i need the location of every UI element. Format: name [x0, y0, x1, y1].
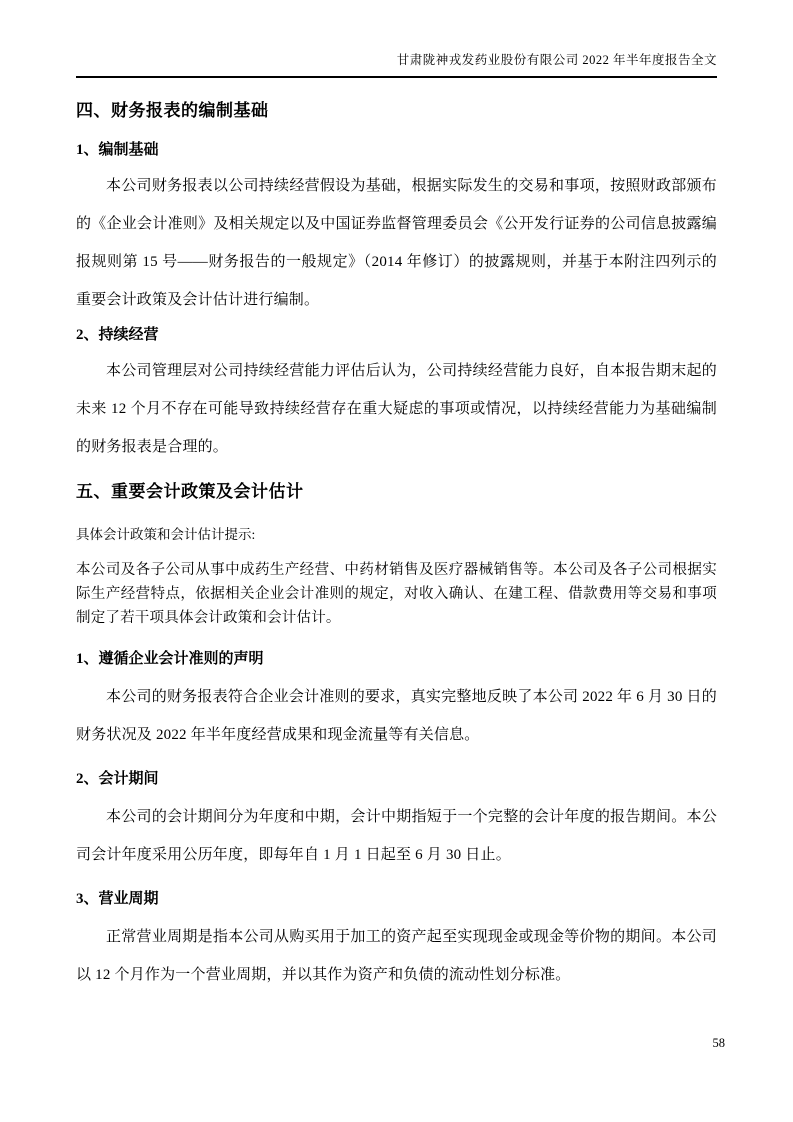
paragraph-compliance-statement: 本公司的财务报表符合企业会计准则的要求，真实完整地反映了本公司 2022 年 6 月 30 日的财务状况及 2022 年半年度经营成果和现金流量等有关信息。 — [76, 689, 717, 743]
section-heading-4-basis-of-preparation: 四、财务报表的编制基础 — [76, 101, 269, 120]
section-heading-5-accounting-policies: 五、重要会计政策及会计估计 — [76, 482, 304, 501]
paragraph-preparation-basis: 本公司财务报表以公司持续经营假设为基础，根据实际发生的交易和事项，按照财政部颁布的《企业会计准则》及相关规定以及中国证券监督管理委员会《公开发行证券的公司信息披露编报规则第 15 号——财务报告的一般规定》（2014 年修订）的披露规则，并基于本附注四列示的重要会计政策及会计估计进行编制。 — [76, 178, 717, 308]
report-header-title: 甘肃陇神戎发药业股份有限公司 2022 年半年度报告全文 — [396, 53, 717, 67]
sub-heading-3-operating-cycle: 3、营业周期 — [76, 891, 159, 907]
sub-heading-2-going-concern: 2、持续经营 — [76, 327, 159, 343]
page-number: 58 — [712, 1036, 725, 1050]
sub-heading-1-preparation-basis: 1、编制基础 — [76, 142, 159, 158]
page-header — [76, 0, 717, 78]
paragraph-going-concern: 本公司管理层对公司持续经营能力评估后认为，公司持续经营能力良好，自本报告期末起的未来 12 个月不存在可能导致持续经营存在重大疑虑的事项或情况，以持续经营能力为基础编制的财务报表是合理的。 — [76, 363, 717, 455]
paragraph-accounting-period: 本公司的会计期间分为年度和中期，会计中期指短于一个完整的会计年度的报告期间。本公司会计年度采用公历年度，即每年自 1 月 1 日起至 6 月 30 日止。 — [76, 809, 717, 863]
paragraph-business-scope: 本公司及各子公司从事中成药生产经营、中药材销售及医疗器械销售等。本公司及各子公司根据实际生产经营特点，依据相关企业会计准则的规定，对收入确认、在建工程、借款费用等交易和事项制定了若干项具体会计政策和会计估计。 — [76, 562, 717, 626]
hint-accounting-policies: 具体会计政策和会计估计提示: — [76, 527, 256, 542]
sub-heading-2-accounting-period: 2、会计期间 — [76, 771, 159, 787]
sub-heading-1-compliance-statement: 1、遵循企业会计准则的声明 — [76, 651, 264, 667]
paragraph-operating-cycle: 正常营业周期是指本公司从购买用于加工的资产起至实现现金或现金等价物的期间。本公司以 12 个月作为一个营业周期，并以其作为资产和负债的流动性划分标准。 — [76, 929, 717, 983]
